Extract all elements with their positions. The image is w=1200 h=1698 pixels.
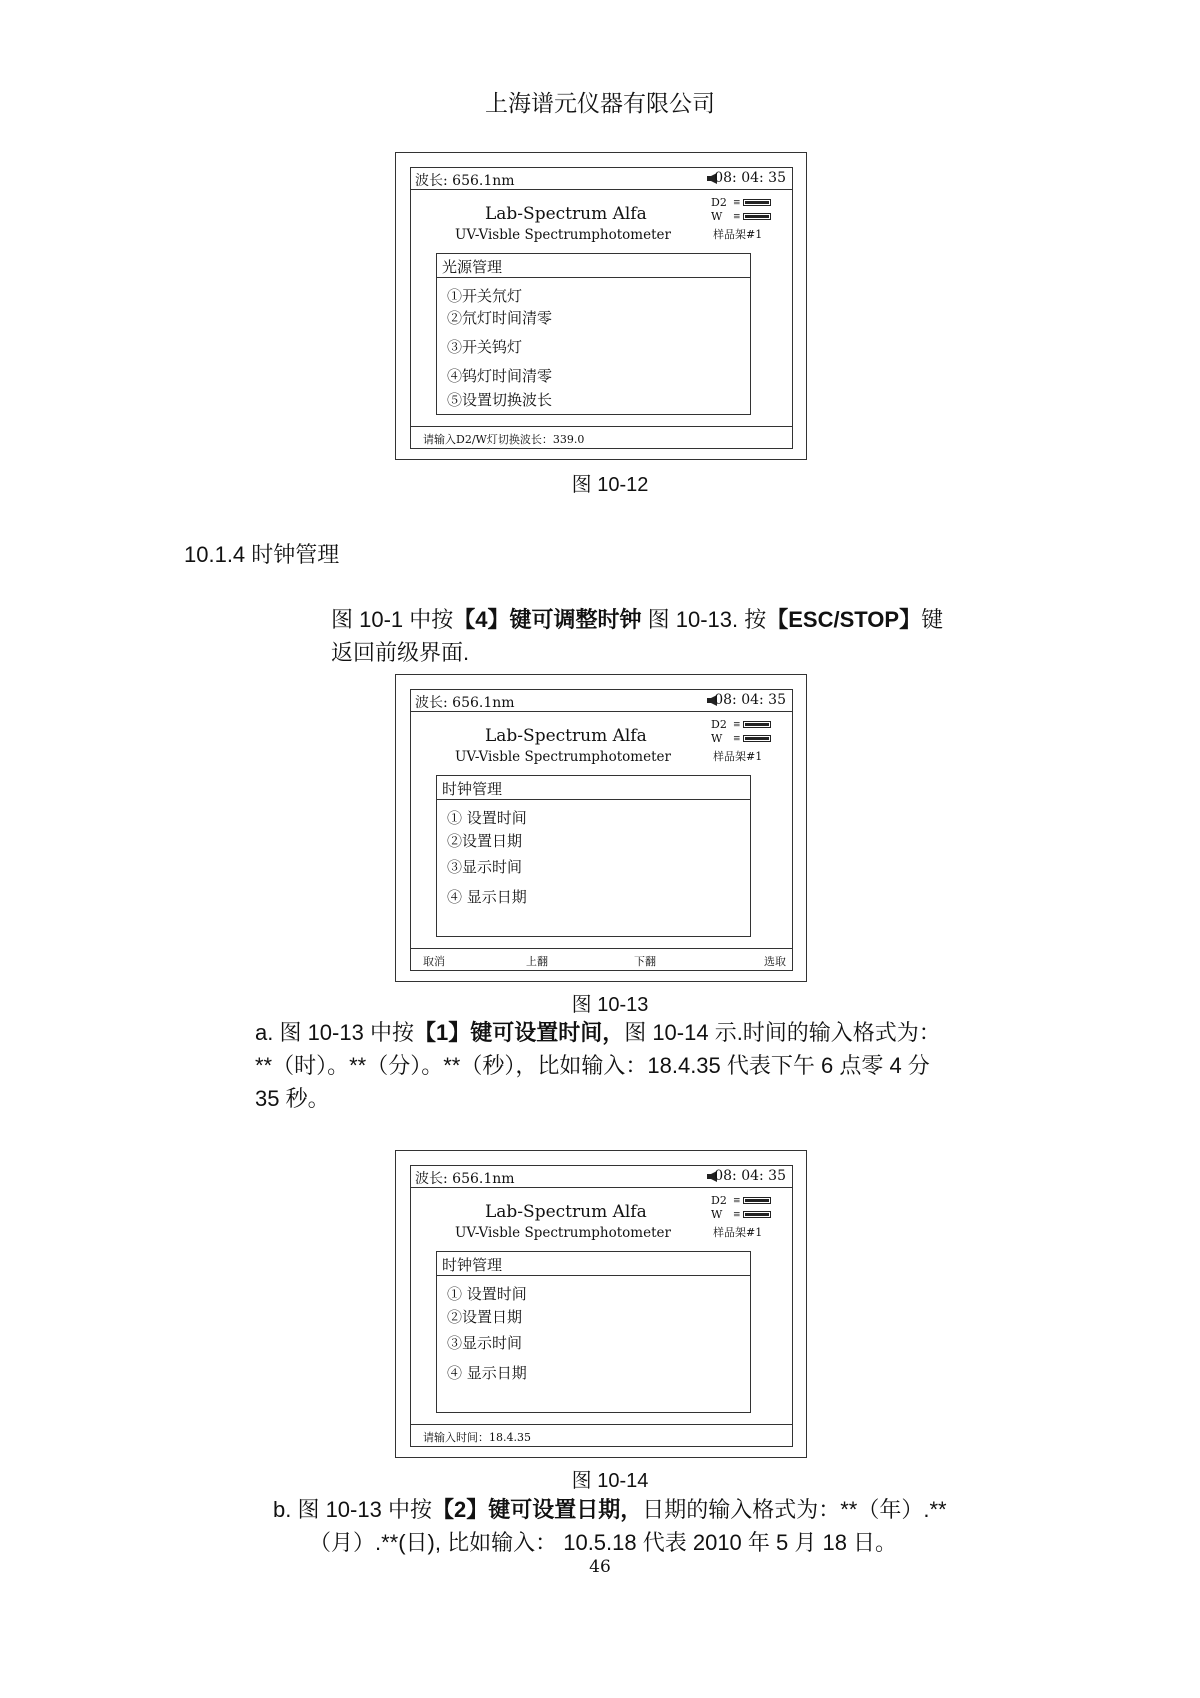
clock-readout: 08: 04: 35 xyxy=(714,170,786,186)
paragraph-set-time xyxy=(255,1016,1045,1115)
instrument-title: Lab-Spectrum Alfa xyxy=(485,726,647,746)
status-bottombar xyxy=(411,426,792,448)
paragraph-clock-intro xyxy=(331,603,1031,669)
softkey-cancel[interactable]: 取消 xyxy=(423,955,445,968)
lamp-arrow-icon: ≡ xyxy=(733,720,741,730)
softkey-bar xyxy=(411,948,792,970)
lamp-w-bar xyxy=(743,735,771,742)
para-text: 图 10-1 中按 xyxy=(331,607,454,632)
instrument-subtitle: UV-Visble Spectrumphotometer xyxy=(455,749,671,765)
para-text: **（时）。**（分）。**（秒），比如输入：18.4.35 代表下午 6 点零 4 分 xyxy=(255,1053,930,1078)
figure-caption: 图 10-13 xyxy=(571,994,649,1016)
instrument-subtitle: UV-Visble Spectrumphotometer xyxy=(455,1225,671,1241)
clock-readout: 08: 04: 35 xyxy=(714,692,786,708)
device-screen-clock-menu xyxy=(395,674,807,982)
para-bold: 【1】键可设置时间， xyxy=(413,1020,625,1045)
input-prompt: 请输入D2/W灯切换波长：339.0 xyxy=(423,433,585,446)
menu-panel xyxy=(436,775,751,937)
softkey-page-up[interactable]: 上翻 xyxy=(526,955,548,968)
para-text: 返回前级界面. xyxy=(331,640,470,665)
lamp-d2-label: D2 xyxy=(711,1194,727,1207)
sample-holder: 样品架#1 xyxy=(713,750,763,763)
instrument-title: Lab-Spectrum Alfa xyxy=(485,1202,647,1222)
softkey-select[interactable]: 选取 xyxy=(764,955,786,968)
lamp-d2-bar xyxy=(743,199,771,206)
instrument-title: Lab-Spectrum Alfa xyxy=(485,204,647,224)
menu-item-toggle-d2[interactable]: ①开关氘灯 xyxy=(447,287,523,305)
para-text: b. 图 10-13 中按 xyxy=(273,1497,432,1522)
menu-item-show-date[interactable]: ④ 显示日期 xyxy=(447,888,527,906)
input-prompt[interactable]: 请输入时间：18.4.35 xyxy=(423,1431,531,1444)
lamp-w-label: W xyxy=(711,732,723,745)
menu-item-set-date[interactable]: ②设置日期 xyxy=(447,1308,523,1326)
para-text: （月）.**(日), 比如输入： 10.5.18 代表 2010 年 5 月 18 日。 xyxy=(309,1530,898,1555)
para-text: 图 10-13. 按 xyxy=(641,607,767,632)
lamp-d2-label: D2 xyxy=(711,196,727,209)
menu-item-set-date[interactable]: ②设置日期 xyxy=(447,832,523,850)
para-text: 图 10-14 示.时间的输入格式为： xyxy=(624,1020,941,1045)
para-text: 键 xyxy=(921,607,944,632)
menu-item-show-time[interactable]: ③显示时间 xyxy=(447,1334,523,1352)
menu-panel xyxy=(436,253,751,415)
menu-item-set-time[interactable]: ① 设置时间 xyxy=(447,1285,527,1303)
status-topbar xyxy=(411,690,792,712)
page-number: 46 xyxy=(589,1557,611,1577)
lamp-arrow-icon: ≡ xyxy=(733,212,741,222)
menu-title: 时钟管理 xyxy=(442,780,503,798)
para-bold: 【4】键可调整时钟 xyxy=(453,607,642,632)
menu-item-set-time[interactable]: ① 设置时间 xyxy=(447,809,527,827)
lamp-w-label: W xyxy=(711,1208,723,1221)
wavelength-readout: 波长: 656.1nm xyxy=(415,1171,515,1187)
sample-holder: 样品架#1 xyxy=(713,1226,763,1239)
menu-item-switch-wavelength[interactable]: ⑤设置切换波长 xyxy=(447,391,553,409)
lamp-d2-label: D2 xyxy=(711,718,727,731)
lamp-w-bar xyxy=(743,1211,771,1218)
para-text: 35 秒。 xyxy=(255,1086,330,1111)
lamp-w-label: W xyxy=(711,210,723,223)
section-heading: 10.1.4 时钟管理 xyxy=(184,542,340,567)
paragraph-set-date xyxy=(273,1493,1033,1559)
instrument-subtitle: UV-Visble Spectrumphotometer xyxy=(455,227,671,243)
page-header: 上海谱元仪器有限公司 xyxy=(485,91,715,117)
menu-item-show-time[interactable]: ③显示时间 xyxy=(447,858,523,876)
lamp-d2-bar xyxy=(743,1197,771,1204)
device-screen-light-source xyxy=(395,152,807,460)
menu-item-toggle-w[interactable]: ③开关钨灯 xyxy=(447,338,523,356)
menu-title: 光源管理 xyxy=(442,258,503,276)
menu-item-reset-d2-time[interactable]: ②氘灯时间清零 xyxy=(447,309,553,327)
figure-caption: 图 10-12 xyxy=(571,474,649,496)
lamp-arrow-icon: ≡ xyxy=(733,734,741,744)
menu-item-show-date[interactable]: ④ 显示日期 xyxy=(447,1364,527,1382)
lamp-d2-bar xyxy=(743,721,771,728)
para-text: a. 图 10-13 中按 xyxy=(255,1020,414,1045)
status-topbar xyxy=(411,1166,792,1188)
device-screen-set-time xyxy=(395,1150,807,1458)
lamp-arrow-icon: ≡ xyxy=(733,1210,741,1220)
sample-holder: 样品架#1 xyxy=(713,228,763,241)
lamp-arrow-icon: ≡ xyxy=(733,198,741,208)
status-bottombar xyxy=(411,1424,792,1446)
para-bold: 【2】键可设置日期， xyxy=(431,1497,643,1522)
status-topbar xyxy=(411,168,792,190)
para-text: 日期的输入格式为：**（年）.** xyxy=(642,1497,947,1522)
menu-panel xyxy=(436,1251,751,1413)
para-bold: 【ESC/STOP】 xyxy=(766,607,922,632)
wavelength-readout: 波长: 656.1nm xyxy=(415,695,515,711)
figure-caption: 图 10-14 xyxy=(571,1470,649,1492)
lamp-arrow-icon: ≡ xyxy=(733,1196,741,1206)
menu-item-reset-w-time[interactable]: ④钨灯时间清零 xyxy=(447,367,553,385)
wavelength-readout: 波长: 656.1nm xyxy=(415,173,515,189)
lamp-w-bar xyxy=(743,213,771,220)
softkey-page-down[interactable]: 下翻 xyxy=(634,955,656,968)
clock-readout: 08: 04: 35 xyxy=(714,1168,786,1184)
menu-title: 时钟管理 xyxy=(442,1256,503,1274)
